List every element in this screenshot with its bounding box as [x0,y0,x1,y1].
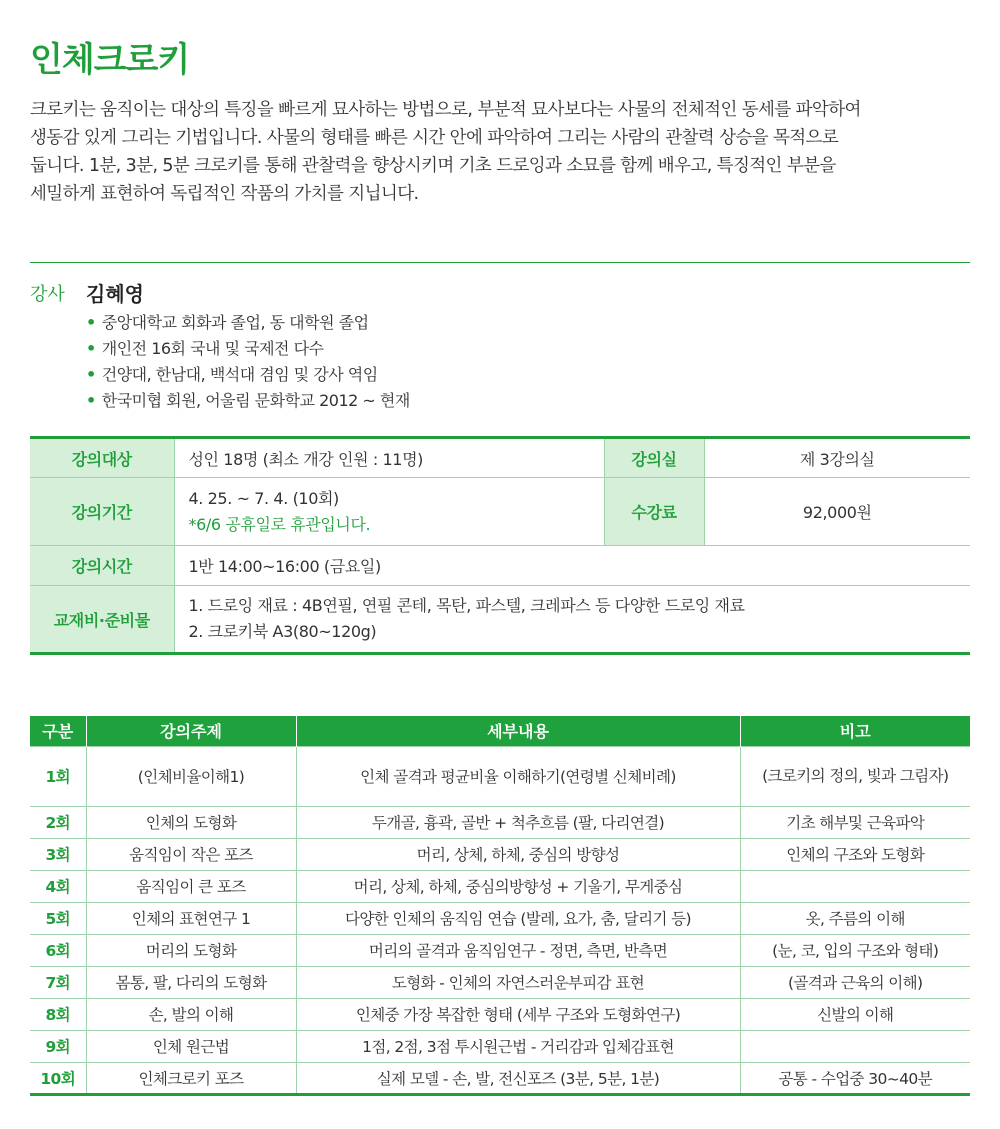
session-detail: 인체 골격과 평균비율 이해하기(연령별 신체비례) [296,746,740,806]
session-topic: 인체의 도형화 [86,806,296,838]
session-note: (눈, 코, 입의 구조와 형태) [740,934,970,966]
session-detail: 머리의 골격과 움직임연구 - 정면, 측면, 반측면 [296,934,740,966]
fee-label: 수강료 [604,478,704,546]
session-no: 9회 [30,1030,86,1062]
table-row [30,902,970,934]
session-note [740,870,970,902]
session-detail: 다양한 인체의 움직임 연습 (발레, 요가, 춤, 달리기 등) [296,902,740,934]
session-no: 8회 [30,998,86,1030]
bio-item: • 중앙대학교 회화과 졸업, 동 대학원 졸업 [86,313,369,332]
intro-text [30,96,980,208]
session-topic: 인체 원근법 [86,1030,296,1062]
session-no: 2회 [30,806,86,838]
period-note: *6/6 공휴일로 휴관입니다. [188,514,371,534]
col-header-topic: 강의주제 [86,716,296,746]
intro-line: 세밀하게 표현하여 독립적인 작품의 가치를 지닙니다. [30,184,419,204]
session-topic: 손, 발의 이해 [86,998,296,1030]
bullet-icon: • [86,365,96,384]
room-label: 강의실 [604,438,704,478]
session-topic: 움직임이 작은 포즈 [86,838,296,870]
session-topic: 움직임이 큰 포즈 [86,870,296,902]
target-label: 강의대상 [30,438,174,478]
session-no: 5회 [30,902,86,934]
table-row [30,998,970,1030]
session-topic: (인체비율이해1) [86,746,296,806]
session-note: 인체의 구조와 도형화 [740,838,970,870]
page-title: 인체크로키 [30,40,190,80]
section-divider [30,262,970,263]
instructor-bio-list [86,310,410,414]
session-detail: 1점, 2점, 3점 투시원근법 - 거리감과 입체감표현 [296,1030,740,1062]
session-no: 10회 [30,1062,86,1094]
session-detail: 실제 모델 - 손, 발, 전신포즈 (3분, 5분, 1분) [296,1062,740,1094]
session-detail: 머리, 상체, 하체, 중심의 방향성 [296,838,740,870]
materials-cell [174,586,970,654]
table-row [30,838,970,870]
target-value: 성인 18명 (최소 개강 인원 : 11명) [174,438,604,478]
session-note: 옷, 주름의 이해 [740,902,970,934]
session-detail: 두개골, 흉곽, 골반 + 척추흐름 (팔, 다리연결) [296,806,740,838]
instructor-label: 강사 [30,284,65,305]
period-label: 강의기간 [30,478,174,546]
session-detail: 인체중 가장 복잡한 형태 (세부 구조와 도형화연구) [296,998,740,1030]
course-info-table [30,436,970,655]
bio-item: • 건양대, 한남대, 백석대 겸임 및 강사 역임 [86,365,378,384]
session-note: (크로키의 정의, 빛과 그림자) [740,746,970,806]
materials-line: 2. 크로키북 A3(80~120g) [188,622,377,641]
table-row [30,966,970,998]
intro-line: 크로키는 움직이는 대상의 특징을 빠르게 묘사하는 방법으로, 부분적 묘사보다는 사물의 전체적인 동세를 파악하여 [30,100,861,120]
session-note [740,1030,970,1062]
period-cell [174,478,604,546]
instructor-name: 김혜영 [86,282,144,306]
session-no: 3회 [30,838,86,870]
session-no: 1회 [30,746,86,806]
room-value: 제 3강의실 [704,438,970,478]
session-note: 신발의 이해 [740,998,970,1030]
time-label: 강의시간 [30,546,174,586]
table-row [30,1062,970,1094]
bio-item: • 개인전 16회 국내 및 국제전 다수 [86,339,324,358]
materials-label: 교재비·준비물 [30,586,174,654]
session-topic: 인체크로키 포즈 [86,1062,296,1094]
bullet-icon: • [86,313,96,332]
table-row [30,870,970,902]
intro-line: 생동감 있게 그리는 기법입니다. 사물의 형태를 빠른 시간 안에 파악하여 그리는 사람의 관찰력 상승을 목적으로 [30,128,839,148]
period-value: 4. 25. ~ 7. 4. (10회) [188,488,339,508]
session-detail: 도형화 - 인체의 자연스러운부피감 표현 [296,966,740,998]
bullet-icon: • [86,339,96,358]
bio-item: • 한국미협 회원, 어울림 문화학교 2012 ~ 현재 [86,391,410,410]
col-header-no: 구분 [30,716,86,746]
session-topic: 인체의 표현연구 1 [86,902,296,934]
session-note: (골격과 근육의 이해) [740,966,970,998]
table-row [30,746,970,806]
schedule-table [30,716,970,1096]
session-no: 7회 [30,966,86,998]
table-row [30,806,970,838]
session-detail: 머리, 상체, 하체, 중심의방향성 + 기울기, 무게중심 [296,870,740,902]
fee-value: 92,000원 [704,478,970,546]
materials-line: 1. 드로잉 재료 : 4B연필, 연필 콘테, 목탄, 파스텔, 크레파스 등 다양한 드로잉 재료 [188,596,745,615]
session-no: 4회 [30,870,86,902]
intro-line: 둡니다. 1분, 3분, 5분 크로키를 통해 관찰력을 향상시키며 기초 드로잉과 소묘를 함께 배우고, 특징적인 부분을 [30,156,836,176]
col-header-detail: 세부내용 [296,716,740,746]
session-no: 6회 [30,934,86,966]
session-topic: 몸통, 팔, 다리의 도형화 [86,966,296,998]
time-value: 1반 14:00~16:00 (금요일) [174,546,970,586]
session-note: 기초 해부및 근육파악 [740,806,970,838]
session-note: 공통 - 수업중 30~40분 [740,1062,970,1094]
table-row [30,934,970,966]
col-header-note: 비고 [740,716,970,746]
table-row [30,1030,970,1062]
bullet-icon: • [86,391,96,410]
session-topic: 머리의 도형화 [86,934,296,966]
